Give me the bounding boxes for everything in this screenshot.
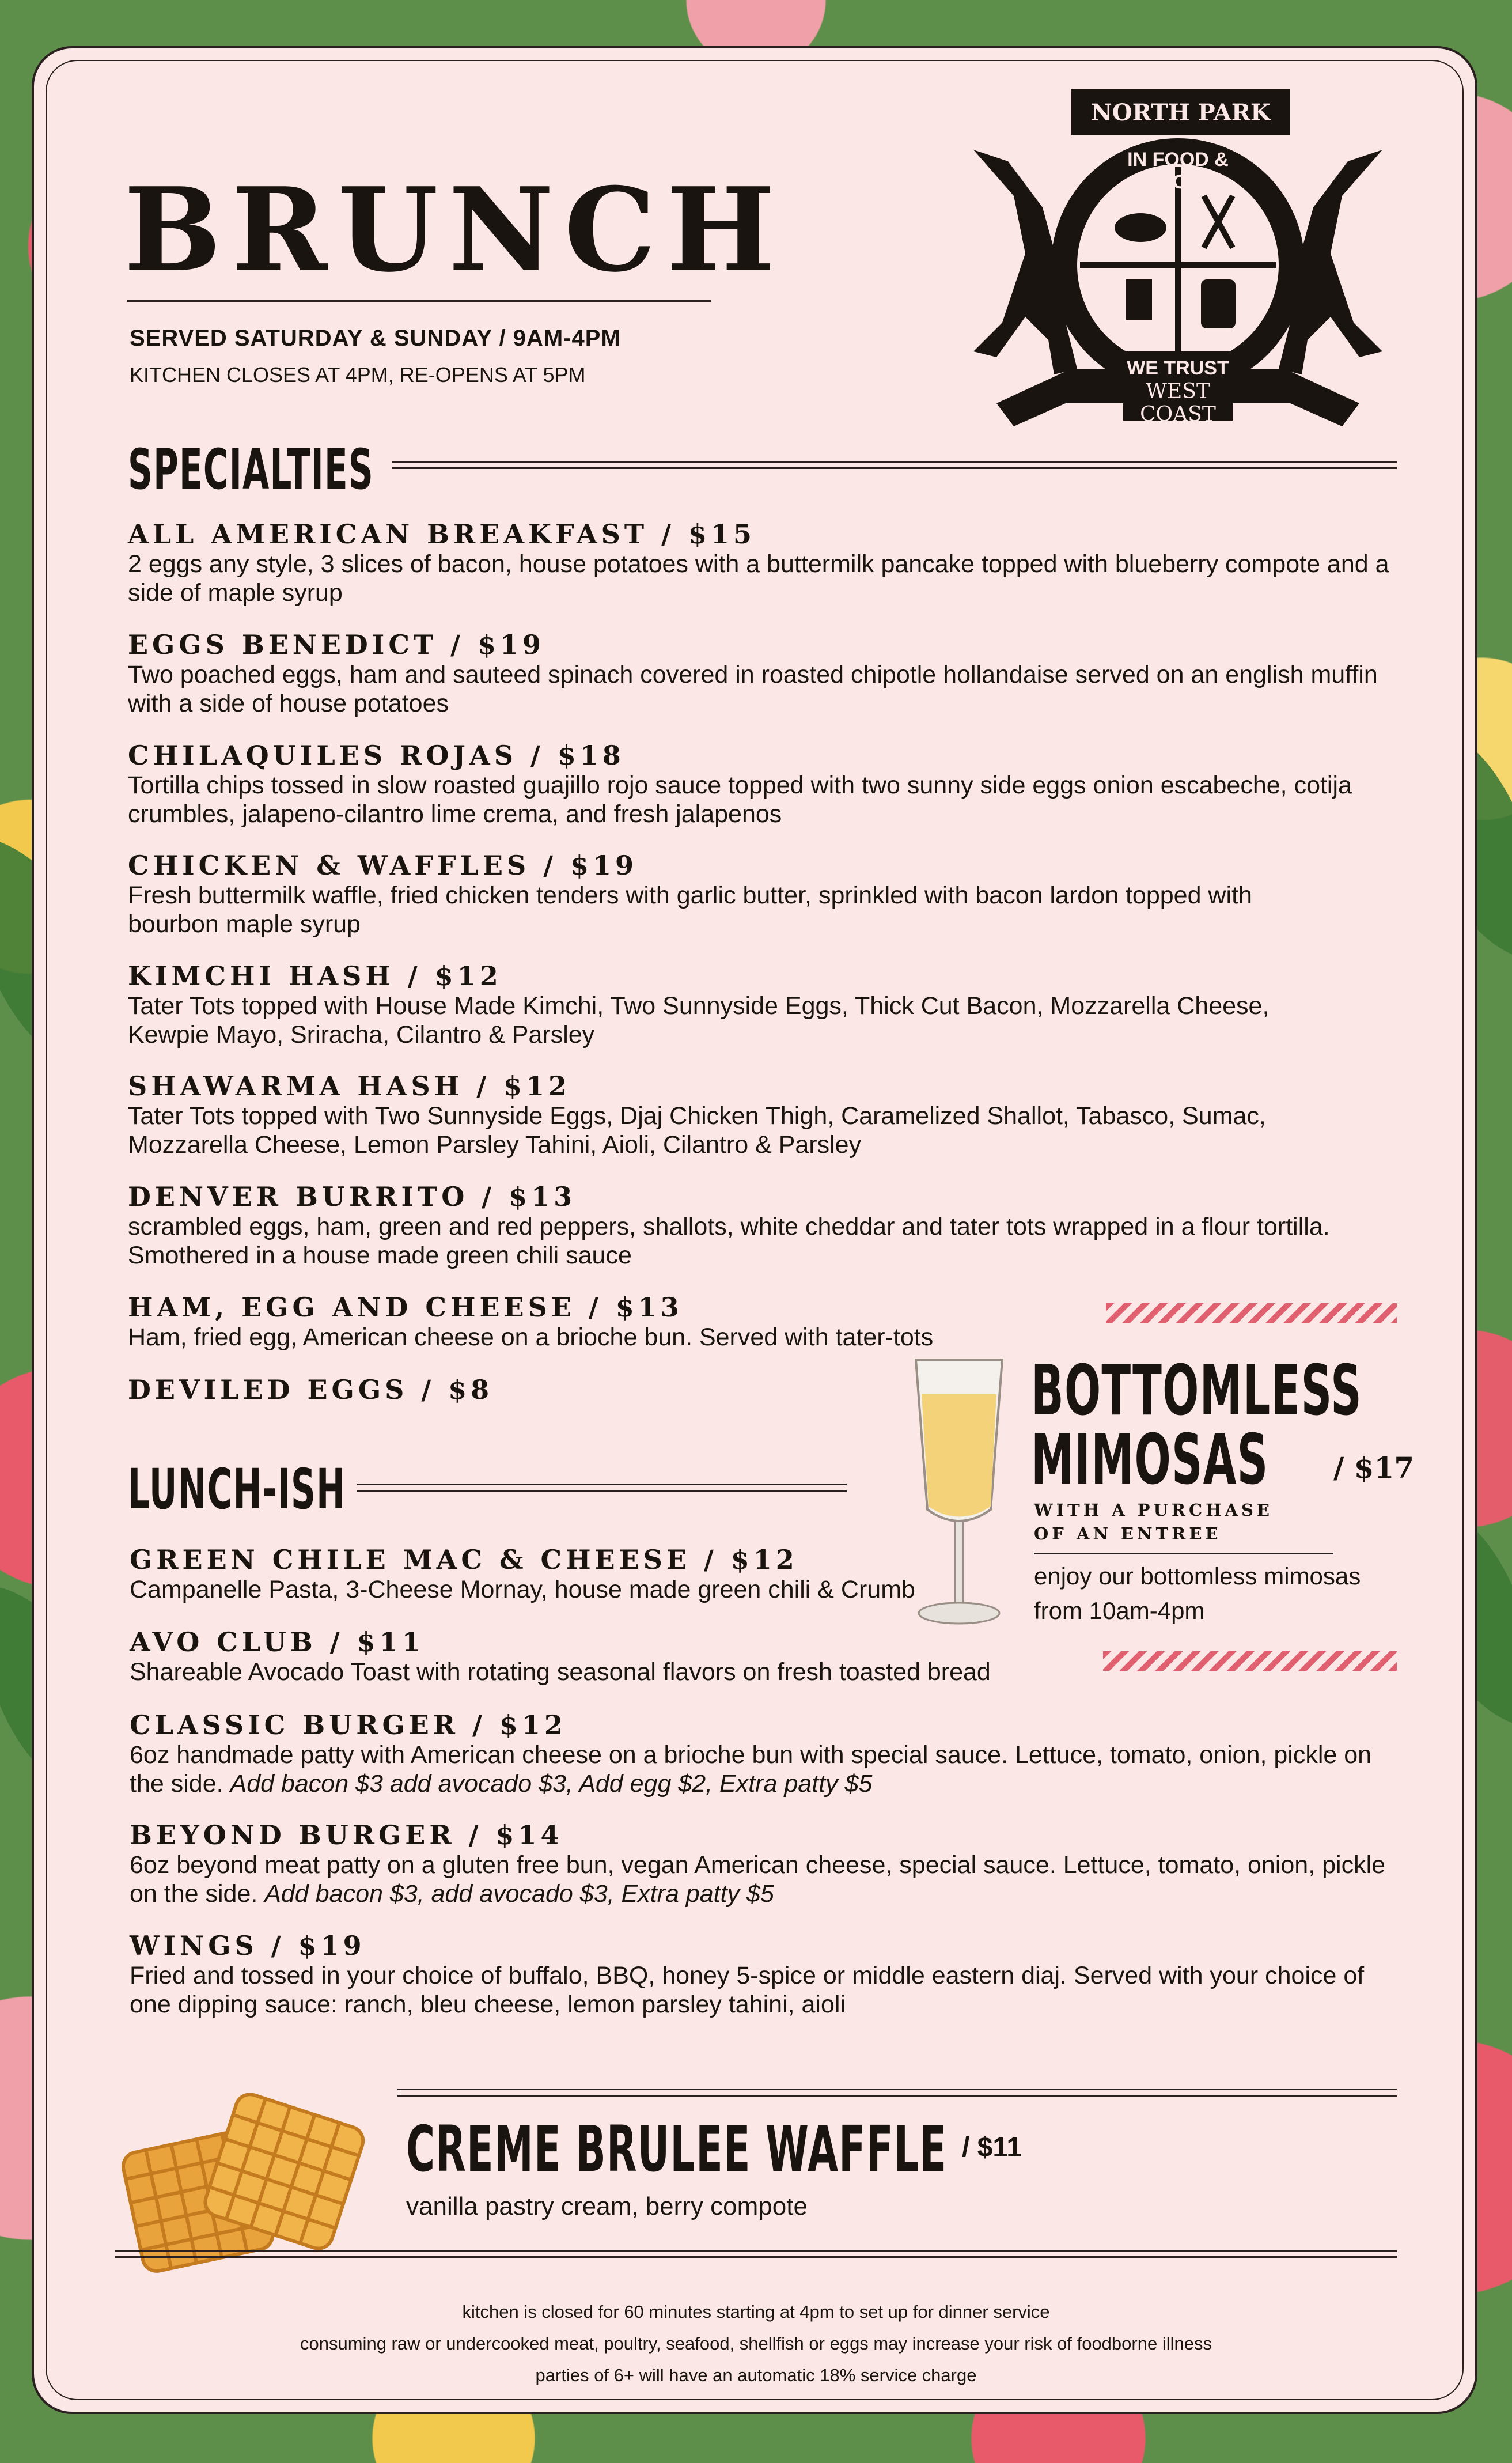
menu-item [128, 519, 1395, 607]
mimosa-note-2: from 10am-4pm [1034, 1597, 1205, 1624]
item-title: CLASSIC BURGER / $12 [130, 1709, 567, 1741]
waffle-description: vanilla pastry cream, berry compote [406, 2192, 808, 2220]
lunch-divider [357, 1484, 847, 1492]
item-description [130, 1741, 1397, 1798]
waffle-icon [112, 2086, 372, 2276]
item-title: SHAWARMA HASH / $12 [128, 1070, 571, 1102]
waffle-divider-top [397, 2089, 1397, 2097]
item-title: DENVER BURRITO / $13 [128, 1181, 577, 1212]
item-title: ALL AMERICAN BREAKFAST / $15 [128, 519, 756, 550]
item-description: scrambled eggs, ham, green and red peppers, shallots, white cheddar and tater tots wrapped in a flour tortilla. Smothered in a house made green chili sauce [128, 1213, 1330, 1269]
item-description [130, 1851, 1397, 1908]
item-description-text: 6oz handmade patty with American cheese on a brioche bun with special sauce. Lettuce, tomato, onion, pickle on the side. [130, 1741, 1372, 1798]
menu-item [128, 740, 1395, 828]
item-addons: Add bacon $3, add avocado $3, Extra patty $5 [264, 1880, 774, 1908]
menu-item [130, 1930, 1397, 2019]
item-title: CHILAQUILES ROJAS / $18 [128, 740, 625, 771]
menu-item [130, 1709, 1397, 1798]
mimosa-stripe-top [1106, 1303, 1397, 1323]
menu-item [128, 629, 1395, 718]
item-title: DEVILED EGGS / $8 [128, 1374, 494, 1405]
mimosa-condition-1: WITH A PURCHASE [1034, 1500, 1274, 1520]
waffle-price: / $11 [962, 2132, 1022, 2163]
item-title: WINGS / $19 [130, 1930, 366, 1961]
logo-banner-text: WEST COAST [1140, 380, 1216, 426]
served-hours: SERVED SATURDAY & SUNDAY / 9AM-4PM [130, 326, 621, 351]
restaurant-logo [939, 81, 1417, 438]
item-description: Shareable Avocado Toast with rotating seasonal flavors on fresh toasted bread [130, 1658, 991, 1686]
mimosa-note-1: enjoy our bottomless mimosas [1034, 1562, 1361, 1590]
item-description: Tortilla chips tossed in slow roasted guajillo rojo sauce topped with two sunny side eggs onion escabeche, cotija crumbles, jalapeno-cilantro lime crema, and fresh jalapenos [128, 771, 1352, 828]
menu-item [128, 1070, 1337, 1159]
lunch-heading: LUNCH-ISH [128, 1457, 346, 1522]
footer-service-charge: parties of 6+ will have an automatic 18% service charge [535, 2365, 977, 2385]
waffle-divider-bottom [115, 2250, 1397, 2258]
item-title: HAM, EGG AND CHEESE / $13 [128, 1292, 683, 1323]
item-addons: Add bacon $3 add avocado $3, Add egg $2, Extra patty $5 [230, 1770, 873, 1798]
champagne-glass-icon [904, 1348, 1014, 1636]
footer-health-warning: consuming raw or undercooked meat, poultry, seafood, shellfish or eggs may increase your risk of foodborne illness [300, 2333, 1212, 2354]
menu-item [128, 1181, 1395, 1270]
menu-item [128, 850, 1337, 939]
item-title: GREEN CHILE MAC & CHEESE / $12 [130, 1544, 798, 1575]
waffle-title: CREME BRULEE WAFFLE [406, 2112, 948, 2186]
item-title: BEYOND BURGER / $14 [130, 1819, 563, 1851]
logo-arc-top: IN FOOD & BOOZE [1127, 149, 1229, 193]
mimosa-title-2: MIMOSAS [1031, 1420, 1269, 1500]
item-description: 2 eggs any style, 3 slices of bacon, house potatoes with a buttermilk pancake topped with blueberry compote and a side of maple syrup [128, 550, 1389, 607]
footer-kitchen-note: kitchen is closed for 60 minutes starting at 4pm to set up for dinner service [462, 2302, 1050, 2322]
item-description: Fried and tossed in your choice of buffalo, BBQ, honey 5-spice or middle eastern diaj. Served with your choice of one dipping sauce: ranch, bleu cheese, lemon parsley tahini, aioli [130, 1962, 1365, 2018]
title-divider [127, 300, 711, 302]
page-title: BRUNCH [124, 162, 786, 298]
item-title: EGGS BENEDICT / $19 [128, 629, 545, 660]
kitchen-hours: KITCHEN CLOSES AT 4PM, RE-OPENS AT 5PM [130, 363, 586, 387]
logo-arc-bottom: WE TRUST [1127, 357, 1229, 379]
logo-top-text: NORTH PARK [1091, 99, 1271, 126]
menu-item [128, 1374, 493, 1405]
specialties-heading: SPECIALTIES [128, 437, 374, 502]
item-description: Ham, fried egg, American cheese on a brioche bun. Served with tater-tots [128, 1323, 934, 1351]
item-description: Two poached eggs, ham and sauteed spinach covered in roasted chipotle hollandaise served on an english muffin with a side of house potatoes [128, 661, 1378, 717]
item-description: Tater Tots topped with Two Sunnyside Eggs, Djaj Chicken Thigh, Caramelized Shallot, Tabasco, Sumac, Mozzarella Cheese, Lemon Parsley Tahini, Aioli, Cilantro & Parsley [128, 1102, 1266, 1159]
mimosa-divider [1034, 1553, 1333, 1554]
item-description: Fresh buttermilk waffle, fried chicken tenders with garlic butter, sprinkled with bacon lardon topped with bourbon maple syrup [128, 881, 1252, 938]
mimosa-stripe-bottom [1103, 1651, 1397, 1671]
item-description: Campanelle Pasta, 3-Cheese Mornay, house made green chili & Crumb [130, 1576, 915, 1603]
menu-item [128, 960, 1337, 1049]
mimosa-title-1: BOTTOMLESS [1031, 1351, 1362, 1431]
item-title: KIMCHI HASH / $12 [128, 960, 502, 992]
menu-item [128, 1292, 1049, 1352]
specialties-divider [392, 461, 1397, 469]
mimosa-condition-2: OF AN ENTREE [1034, 1524, 1222, 1543]
item-description-text: 6oz beyond meat patty on a gluten free bun, vegan American cheese, special sauce. Lettuce, tomato, onion, pickle on the side. [130, 1851, 1386, 1908]
mimosa-price: / $17 [1333, 1451, 1415, 1485]
item-title: CHICKEN & WAFFLES / $19 [128, 850, 638, 881]
item-description: Tater Tots topped with House Made Kimchi, Two Sunnyside Eggs, Thick Cut Bacon, Mozzarella Cheese, Kewpie Mayo, Sriracha, Cilantro & Parsley [128, 992, 1270, 1049]
menu-item [130, 1819, 1397, 1908]
item-title: AVO CLUB / $11 [130, 1626, 425, 1658]
menu-item [130, 1544, 994, 1604]
